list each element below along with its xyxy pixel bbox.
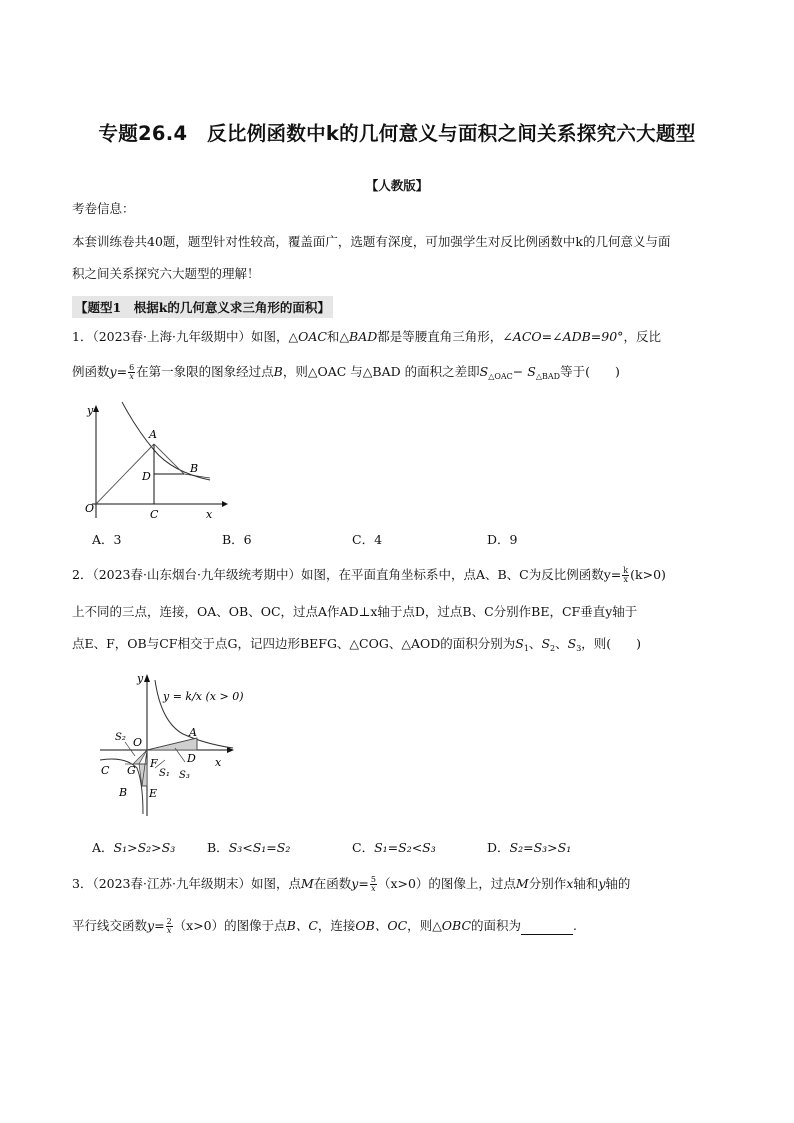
q3-line-1 (72, 876, 630, 893)
q2-label-a: A (189, 726, 197, 739)
q3-line-2 (72, 918, 577, 935)
q1-text: 1．（2023春·上海·九年级期中）如图， (72, 329, 289, 344)
q2-s2-sub: 2 (550, 644, 556, 653)
q3-point-m: M (300, 876, 314, 891)
q3-text: 平行线交函数 (72, 918, 148, 933)
q1-text: 都是等腰直角三角形， (377, 329, 503, 344)
q3-triangle: △OBC (432, 918, 472, 933)
q2-option-a: A．S₁>S₂>S₃ (92, 840, 176, 855)
q1-angle-eq: ∠ACO=∠ADB=90° (502, 329, 624, 344)
q2-option-a-expr: S₁>S₂>S₃ (113, 840, 176, 855)
q2-s1-sub: 1 (523, 644, 529, 653)
q2-line-3: 点E、F，OB与CF相交于点G，记四边形BEFG、△COG、△AOD的面积分别为$S_1$、$S_2$、$S_3$，则( ) (72, 636, 642, 653)
q1-fraction: $\frac{6}{x}$ (129, 363, 135, 381)
q2-line-1 (72, 567, 666, 584)
q1-text: ，反比 (623, 329, 661, 344)
q2-text: ，则( ) (581, 636, 642, 651)
q2-cond: (k>0) (630, 567, 666, 582)
q2-option-d: D．S₂=S₃>S₁ (487, 840, 572, 855)
q3-x: x (566, 876, 574, 891)
q1-text: 和 (326, 329, 340, 344)
q3-points: B、C (286, 918, 318, 933)
intro-line-2: 积之间关系探究六大题型的理解！ (72, 266, 260, 281)
q3-text: （x>0）的图像于点 (173, 918, 287, 933)
q2-label-x: x (215, 756, 222, 769)
q2-text: 2．（2023春·山东烟台·九年级统考期中）如图，在平面直角坐标系中，点A、B、C为反比例函数 (72, 567, 604, 582)
q3-text: ，则 (407, 918, 433, 933)
q3-point-m: M (515, 876, 529, 891)
q3-text: ，连接 (317, 918, 356, 933)
q1-label-y: y (87, 404, 94, 417)
q3-y-eq: y= (147, 918, 165, 933)
q2-option-b: B．S₃<S₁=S₂ (207, 840, 291, 855)
q3-text: 在函数 (313, 876, 352, 891)
q2-label-c: C (101, 764, 110, 777)
q1-label-b: B (190, 462, 199, 475)
q2-label-o: O (133, 736, 143, 749)
q3-fraction-2: $\frac{2}{x}$ (166, 917, 172, 935)
q2-label-s1: S₁ (159, 768, 170, 779)
q1-s-sub: △BAD (535, 372, 561, 381)
q2-y-eq: y= (603, 567, 622, 582)
q2-label-b: B (119, 786, 128, 799)
q2-label-y: y (137, 672, 144, 685)
q3-text: 3．（2023春·江苏·九年级期末）如图，点 (72, 876, 301, 891)
q1-option-d: D．9 (487, 532, 518, 547)
q3-text: 的面积为 (471, 918, 522, 933)
q2-label-s2: S₂ (115, 732, 126, 743)
q3-segments: OB、OC (355, 918, 408, 933)
q1-label-c: C (150, 508, 159, 520)
q2-fraction: $\frac{k}{x}$ (623, 566, 629, 584)
q3-y: y (598, 876, 606, 891)
q3-answer-blank[interactable] (521, 922, 573, 935)
q1-text: 在第一象限的图象经过点 (136, 364, 274, 379)
q3-text: 分别作 (528, 876, 567, 891)
q2-option-c-expr: S₁=S₂<S₃ (374, 840, 436, 855)
q1-option-b: B．6 (222, 532, 252, 547)
q1-label-x: x (206, 508, 213, 520)
q1-label-o: O (85, 502, 95, 515)
q2-s2: S (541, 636, 551, 651)
q3-fraction-1: $\frac{5}{x}$ (370, 875, 376, 893)
q3-text: 轴的 (605, 876, 631, 891)
q1-point-b: B (273, 364, 283, 379)
q2-label-d: D (187, 752, 196, 765)
q2-label-e: E (149, 787, 158, 800)
q2-label-f: F (150, 757, 158, 770)
section-heading-1: 【题型1 根据k的几何意义求三角形的面积】 (72, 296, 333, 318)
q2-s3-sub: 3 (576, 644, 582, 653)
q1-line-1 (72, 330, 661, 344)
q3-y-eq: y= (351, 876, 369, 891)
q1-s: S (527, 364, 536, 379)
page-title: 专题26.4 反比例函数中k的几何意义与面积之间关系探究六大题型 (98, 122, 696, 145)
q1-line-2 (72, 364, 620, 384)
q3-text: 轴和 (573, 876, 599, 891)
q1-tri-bad: △BAD (339, 329, 378, 344)
q1-option-c: C．4 (352, 532, 383, 547)
q2-option-d-expr: S₂=S₃>S₁ (509, 840, 572, 855)
q2-option-b-expr: S₃<S₁=S₂ (228, 840, 291, 855)
q3-text: （x>0）的图像上，过点 (377, 876, 516, 891)
q2-label-s3: S₃ (179, 770, 190, 781)
q2-label-g: G (127, 764, 136, 777)
q1-figure (82, 400, 232, 520)
q2-s1: S (515, 636, 524, 651)
q1-text: 等于( ) (560, 364, 620, 379)
q1-minus: − (512, 364, 524, 379)
q3-text: . (573, 918, 578, 933)
q1-tri-oac: △OAC (288, 329, 327, 344)
info-label: 考卷信息： (72, 201, 135, 216)
q1-label-d: D (142, 470, 151, 483)
intro-line-1: 本套训练卷共40题，题型针对性较高，覆盖面广，选题有深度，可加强学生对反比例函数中k的几何意义与面 (72, 234, 671, 249)
q2-option-c: C．S₁=S₂<S₃ (352, 840, 436, 855)
q1-label-a: A (149, 428, 157, 441)
q1-s: S (479, 364, 489, 379)
q1-text: ，则△OAC 与△BAD 的面积之差即 (282, 364, 480, 379)
q1-s-sub: △OAC (488, 372, 513, 381)
q2-s3: S (567, 636, 577, 651)
q2-label-func: y = k/x (x > 0) (163, 690, 244, 703)
q1-option-a: A．3 (92, 532, 122, 547)
q2-figure (95, 668, 255, 818)
edition-label: 【人教版】 (365, 178, 429, 193)
q1-y-eq: y= (109, 364, 128, 379)
q2-text: 点E、F，OB与CF相交于点G，记四边形BEFG、△COG、△AOD的面积分别为 (72, 636, 516, 651)
q1-text: 例函数 (72, 364, 110, 379)
q2-line-2: 上不同的三点，连接，OA、OB、OC，过点A作AD⊥x轴于点D，过点B、C分别作BE，CF垂直y轴于 (72, 604, 638, 619)
